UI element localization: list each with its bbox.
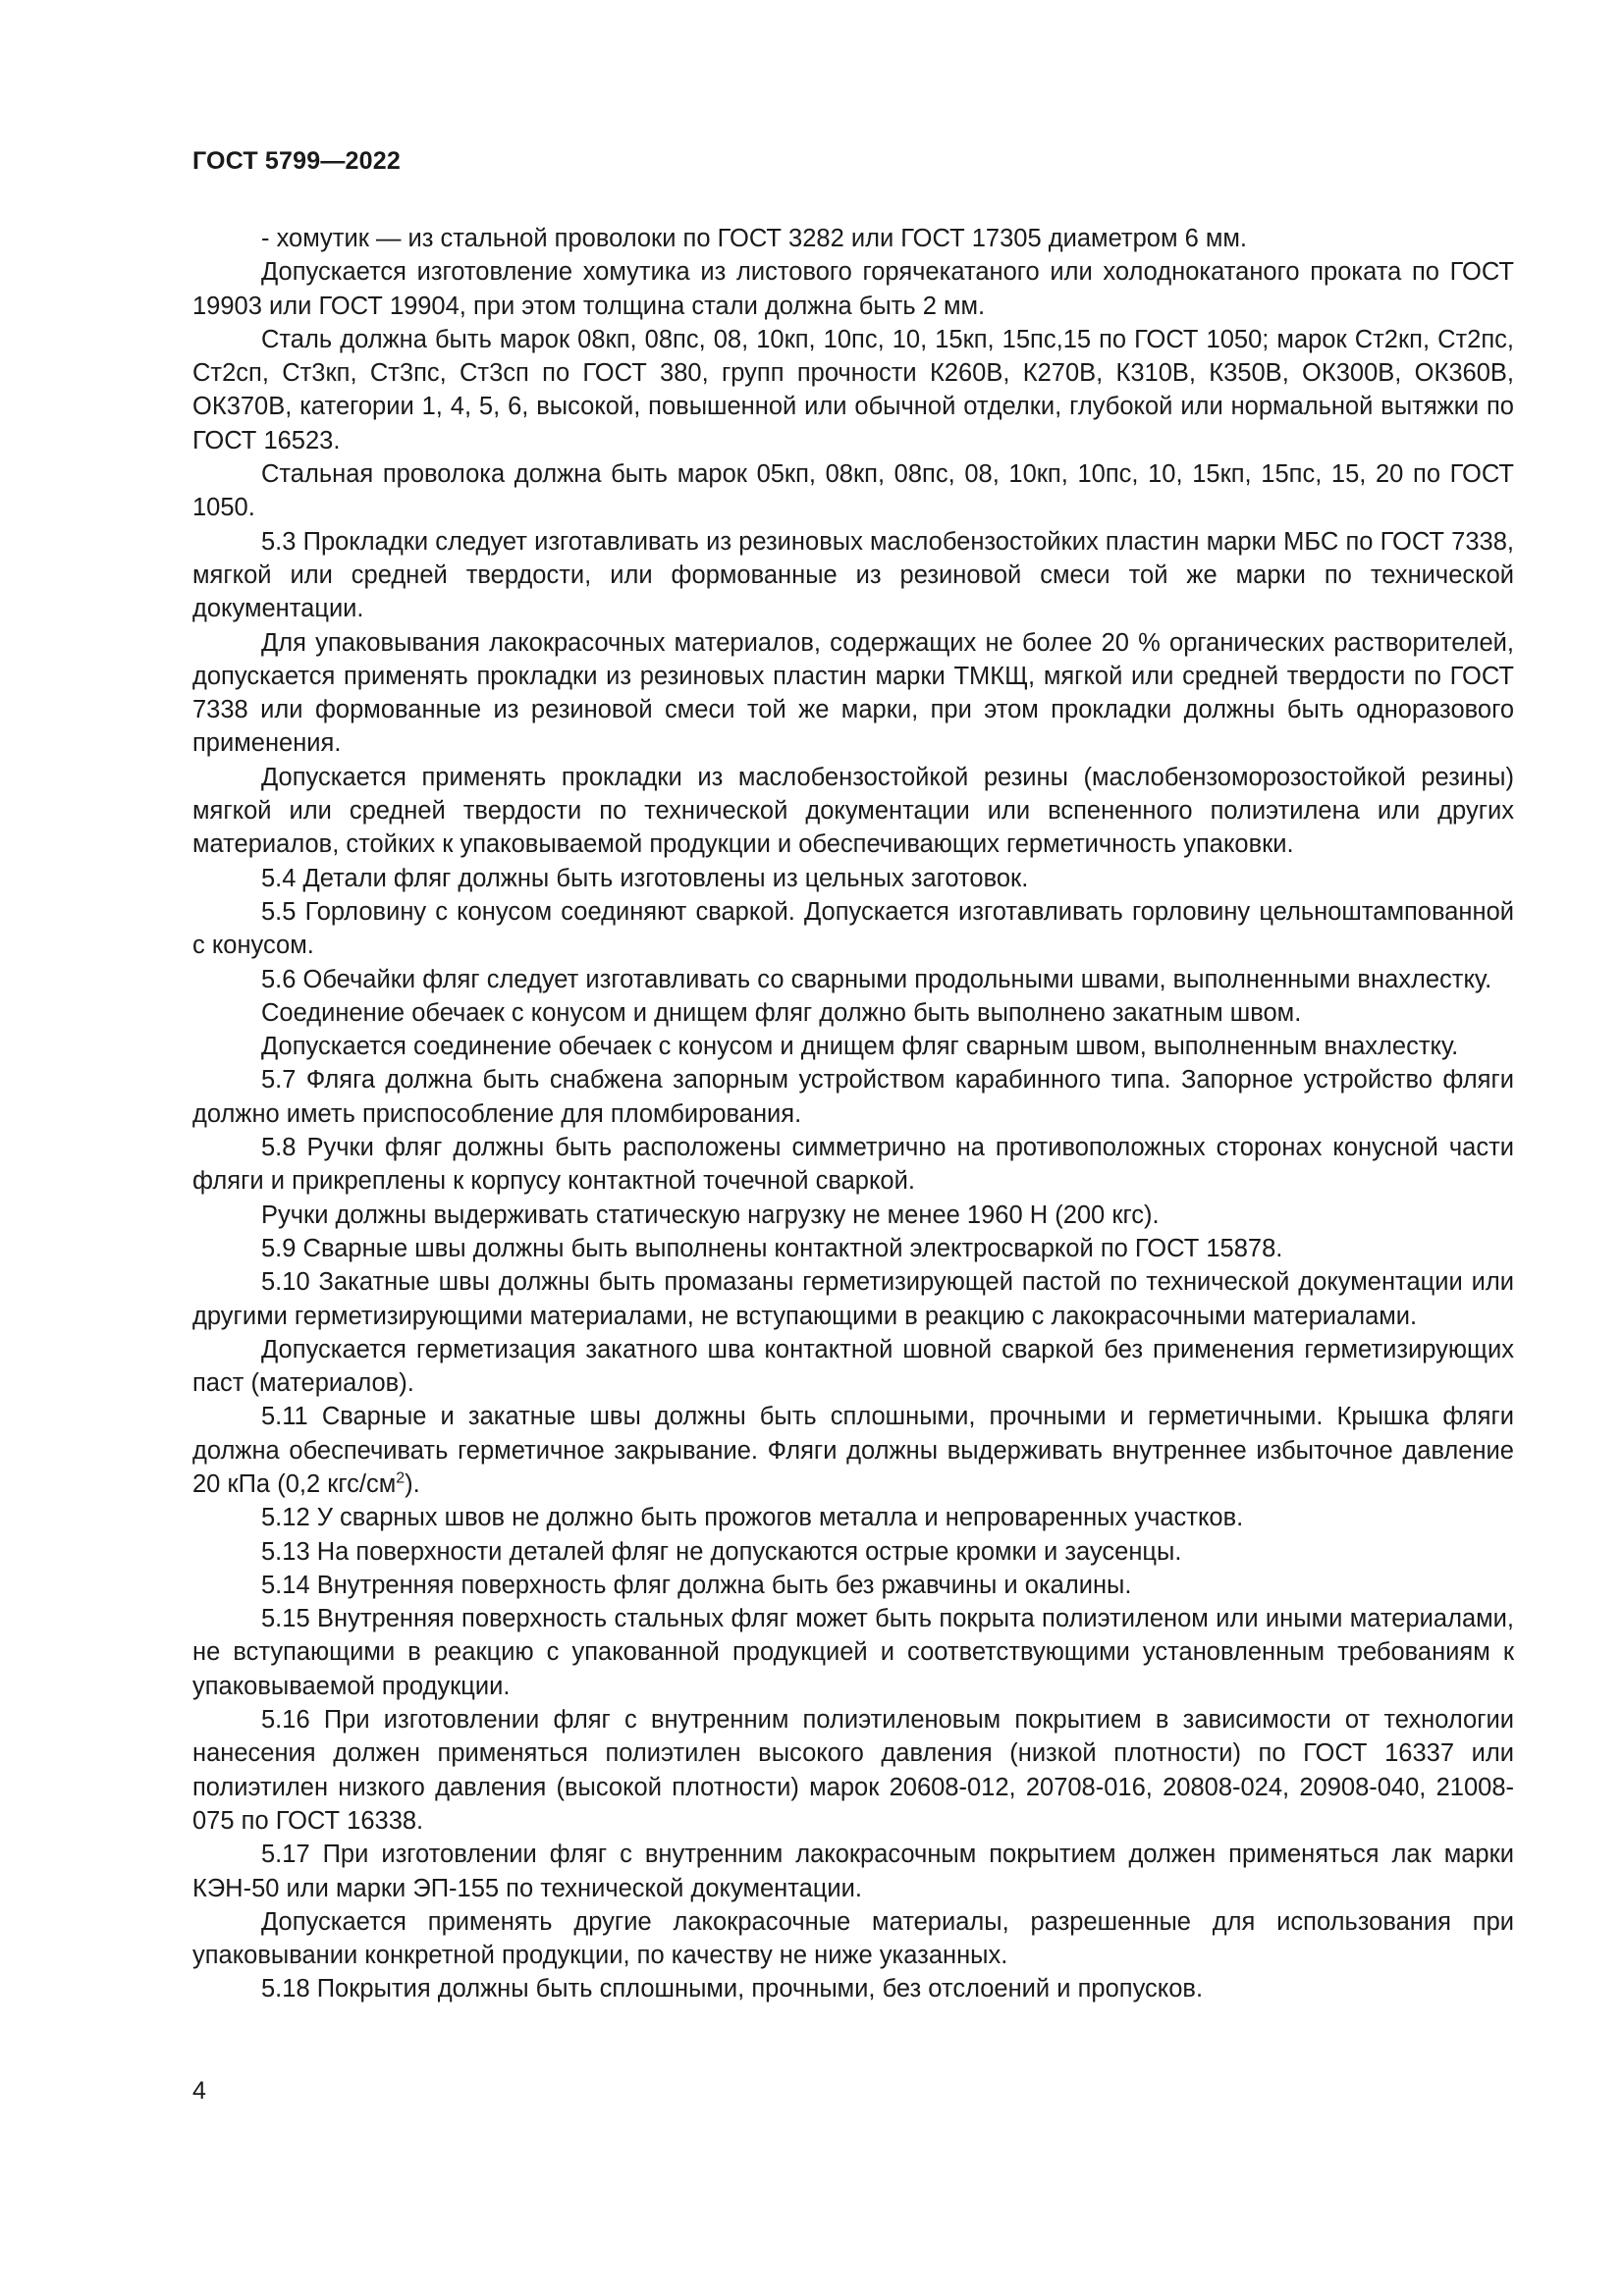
paragraph-5-15: 5.15 Внутренняя поверхность стальных фляг может быть покрыта полиэтиленом или иными материалами, не вступающими в реакцию с упакованной продукцией и соответствующими установленным требованиям к упаковываемой продукции. <box>192 1605 1514 1700</box>
paragraph-text: ). <box>405 1469 420 1498</box>
paragraph: Ручки должны выдерживать статическую нагрузку не менее 1960 Н (200 кгс). <box>261 1201 1160 1229</box>
paragraph-5-14: 5.14 Внутренняя поверхность фляг должна быть без ржавчины и окалины. <box>261 1571 1132 1599</box>
paragraph-5-3: 5.3 Прокладки следует изготавливать из резиновых маслобензостойких пластин марки МБС по ГОСТ 7338, мягкой или средней твердости, или формованные из резиновой смеси той же марки по технической документации. <box>192 527 1514 623</box>
paragraph-5-9: 5.9 Сварные швы должны быть выполнены контактной электросваркой по ГОСТ 15878. <box>261 1234 1283 1262</box>
paragraph: Для упаковывания лакокрасочных материалов, содержащих не более 20 % органических растворителей, допускается применять прокладки из резиновых пластин марки ТМКЩ, мягкой или средней твердости по ГОСТ 7338 или формованные из резиновой смеси той же марки, при этом прокладки должны быть одноразового применения. <box>192 628 1514 758</box>
paragraph-5-18: 5.18 Покрытия должны быть сплошными, прочными, без отслоений и пропусков. <box>261 1975 1204 2003</box>
paragraph: Допускается соединение обечаек с конусом и днищем фляг сварным швом, выполненным внахлестку. <box>261 1033 1459 1061</box>
paragraph: Стальная проволока должна быть марок 05кп, 08кп, 08пс, 08, 10кп, 10пс, 10, 15кп, 15пс, 15, 20 по ГОСТ 1050. <box>192 460 1514 522</box>
paragraph-5-5: 5.5 Горловину с конусом соединяют сваркой. Допускается изготавливать горловину цельноштампованной с конусом. <box>192 897 1514 960</box>
paragraph-5-11 <box>192 1400 1514 1501</box>
paragraph-5-13: 5.13 На поверхности деталей фляг не допускаются острые кромки и заусенцы. <box>261 1537 1182 1566</box>
paragraph-text: 5.11 Сварные и закатные швы должны быть сплошными, прочными и герметичными. Крышка фляги должна обеспечивать герметичное закрывание. Фляги должны выдерживать внутреннее избыточное давление 20 кПа (0,2 кгс/см <box>192 1403 1514 1498</box>
paragraph-5-10: 5.10 Закатные швы должны быть промазаны герметизирующей пастой по технической документации или другими герметизирующими материалами, не вступающими в реакцию с лакокрасочными материалами. <box>192 1268 1514 1330</box>
paragraph-5-8: 5.8 Ручки фляг должны быть расположены симметрично на противоположных сторонах конусной части фляги и прикреплены к корпусу контактной точечной сваркой. <box>192 1134 1514 1196</box>
paragraph: Сталь должна быть марок 08кп, 08пс, 08, 10кп, 10пс, 10, 15кп, 15пс,15 по ГОСТ 1050; марок Ст2кп, Ст2пс, Ст2сп, Ст3кп, Ст3пс, Ст3сп по ГОСТ 380, групп прочности К260В, К270В, К310В, К350В, ОК300В, ОК360В, ОК370В, категории 1, 4, 5, 6, высокой, повышенной или обычной отделки, глубокой или нормальной вытяжки по ГОСТ 16523. <box>192 325 1514 454</box>
paragraph-5-16: 5.16 При изготовлении фляг с внутренним полиэтиленовым покрытием в зависимости от технологии нанесения должен применяться полиэтилен высокого давления (низкой плотности) по ГОСТ 16337 или полиэтилен низкого давления (высокой плотности) марок 20608-012, 20708-016, 20808-024, 20908-040, 21008-075 по ГОСТ 16338. <box>192 1706 1514 1835</box>
paragraph: Допускается изготовление хомутика из листового горячекатаного или холоднокатаного проката по ГОСТ 19903 или ГОСТ 19904, при этом толщина стали должна быть 2 мм. <box>192 258 1514 320</box>
superscript: 2 <box>396 1469 406 1487</box>
paragraph: Допускается применять прокладки из маслобензостойкой резины (маслобензоморозостойкой резины) мягкой или средней твердости по технической документации или вспененного полиэтилена или других материалов, стойких к упаковываемой продукции и обеспечивающих герметичность упаковки. <box>192 763 1514 859</box>
paragraph: Соединение обечаек с конусом и днищем фляг должно быть выполнено закатным швом. <box>261 998 1302 1027</box>
paragraph-5-4: 5.4 Детали фляг должны быть изготовлены из цельных заготовок. <box>261 864 1029 892</box>
paragraph: Допускается герметизация закатного шва контактной шовной сваркой без применения герметизирующих паст (материалов). <box>192 1335 1514 1398</box>
paragraph-5-12: 5.12 У сварных швов не должно быть прожогов металла и непроваренных участков. <box>261 1504 1244 1532</box>
paragraph: - хомутик — из стальной проволоки по ГОСТ 3282 или ГОСТ 17305 диаметром 6 мм. <box>261 225 1247 252</box>
paragraph-5-7: 5.7 Фляга должна быть снабжена запорным устройством карабинного типа. Запорное устройство фляги должно иметь приспособление для пломбирования. <box>192 1066 1514 1128</box>
document-body <box>192 222 1514 2006</box>
document-header: ГОСТ 5799—2022 <box>192 147 401 175</box>
paragraph: Допускается применять другие лакокрасочные материалы, разрешенные для использования при упаковывании конкретной продукции, по качеству не ниже указанных. <box>192 1907 1514 1970</box>
paragraph-5-6: 5.6 Обечайки фляг следует изготавливать со сварными продольными швами, выполненными внахлестку. <box>261 965 1492 993</box>
page-number: 4 <box>192 2077 206 2105</box>
paragraph-5-17: 5.17 При изготовлении фляг с внутренним лакокрасочным покрытием должен применяться лак марки КЭН-50 или марки ЭП-155 по технической документации. <box>192 1841 1514 1902</box>
